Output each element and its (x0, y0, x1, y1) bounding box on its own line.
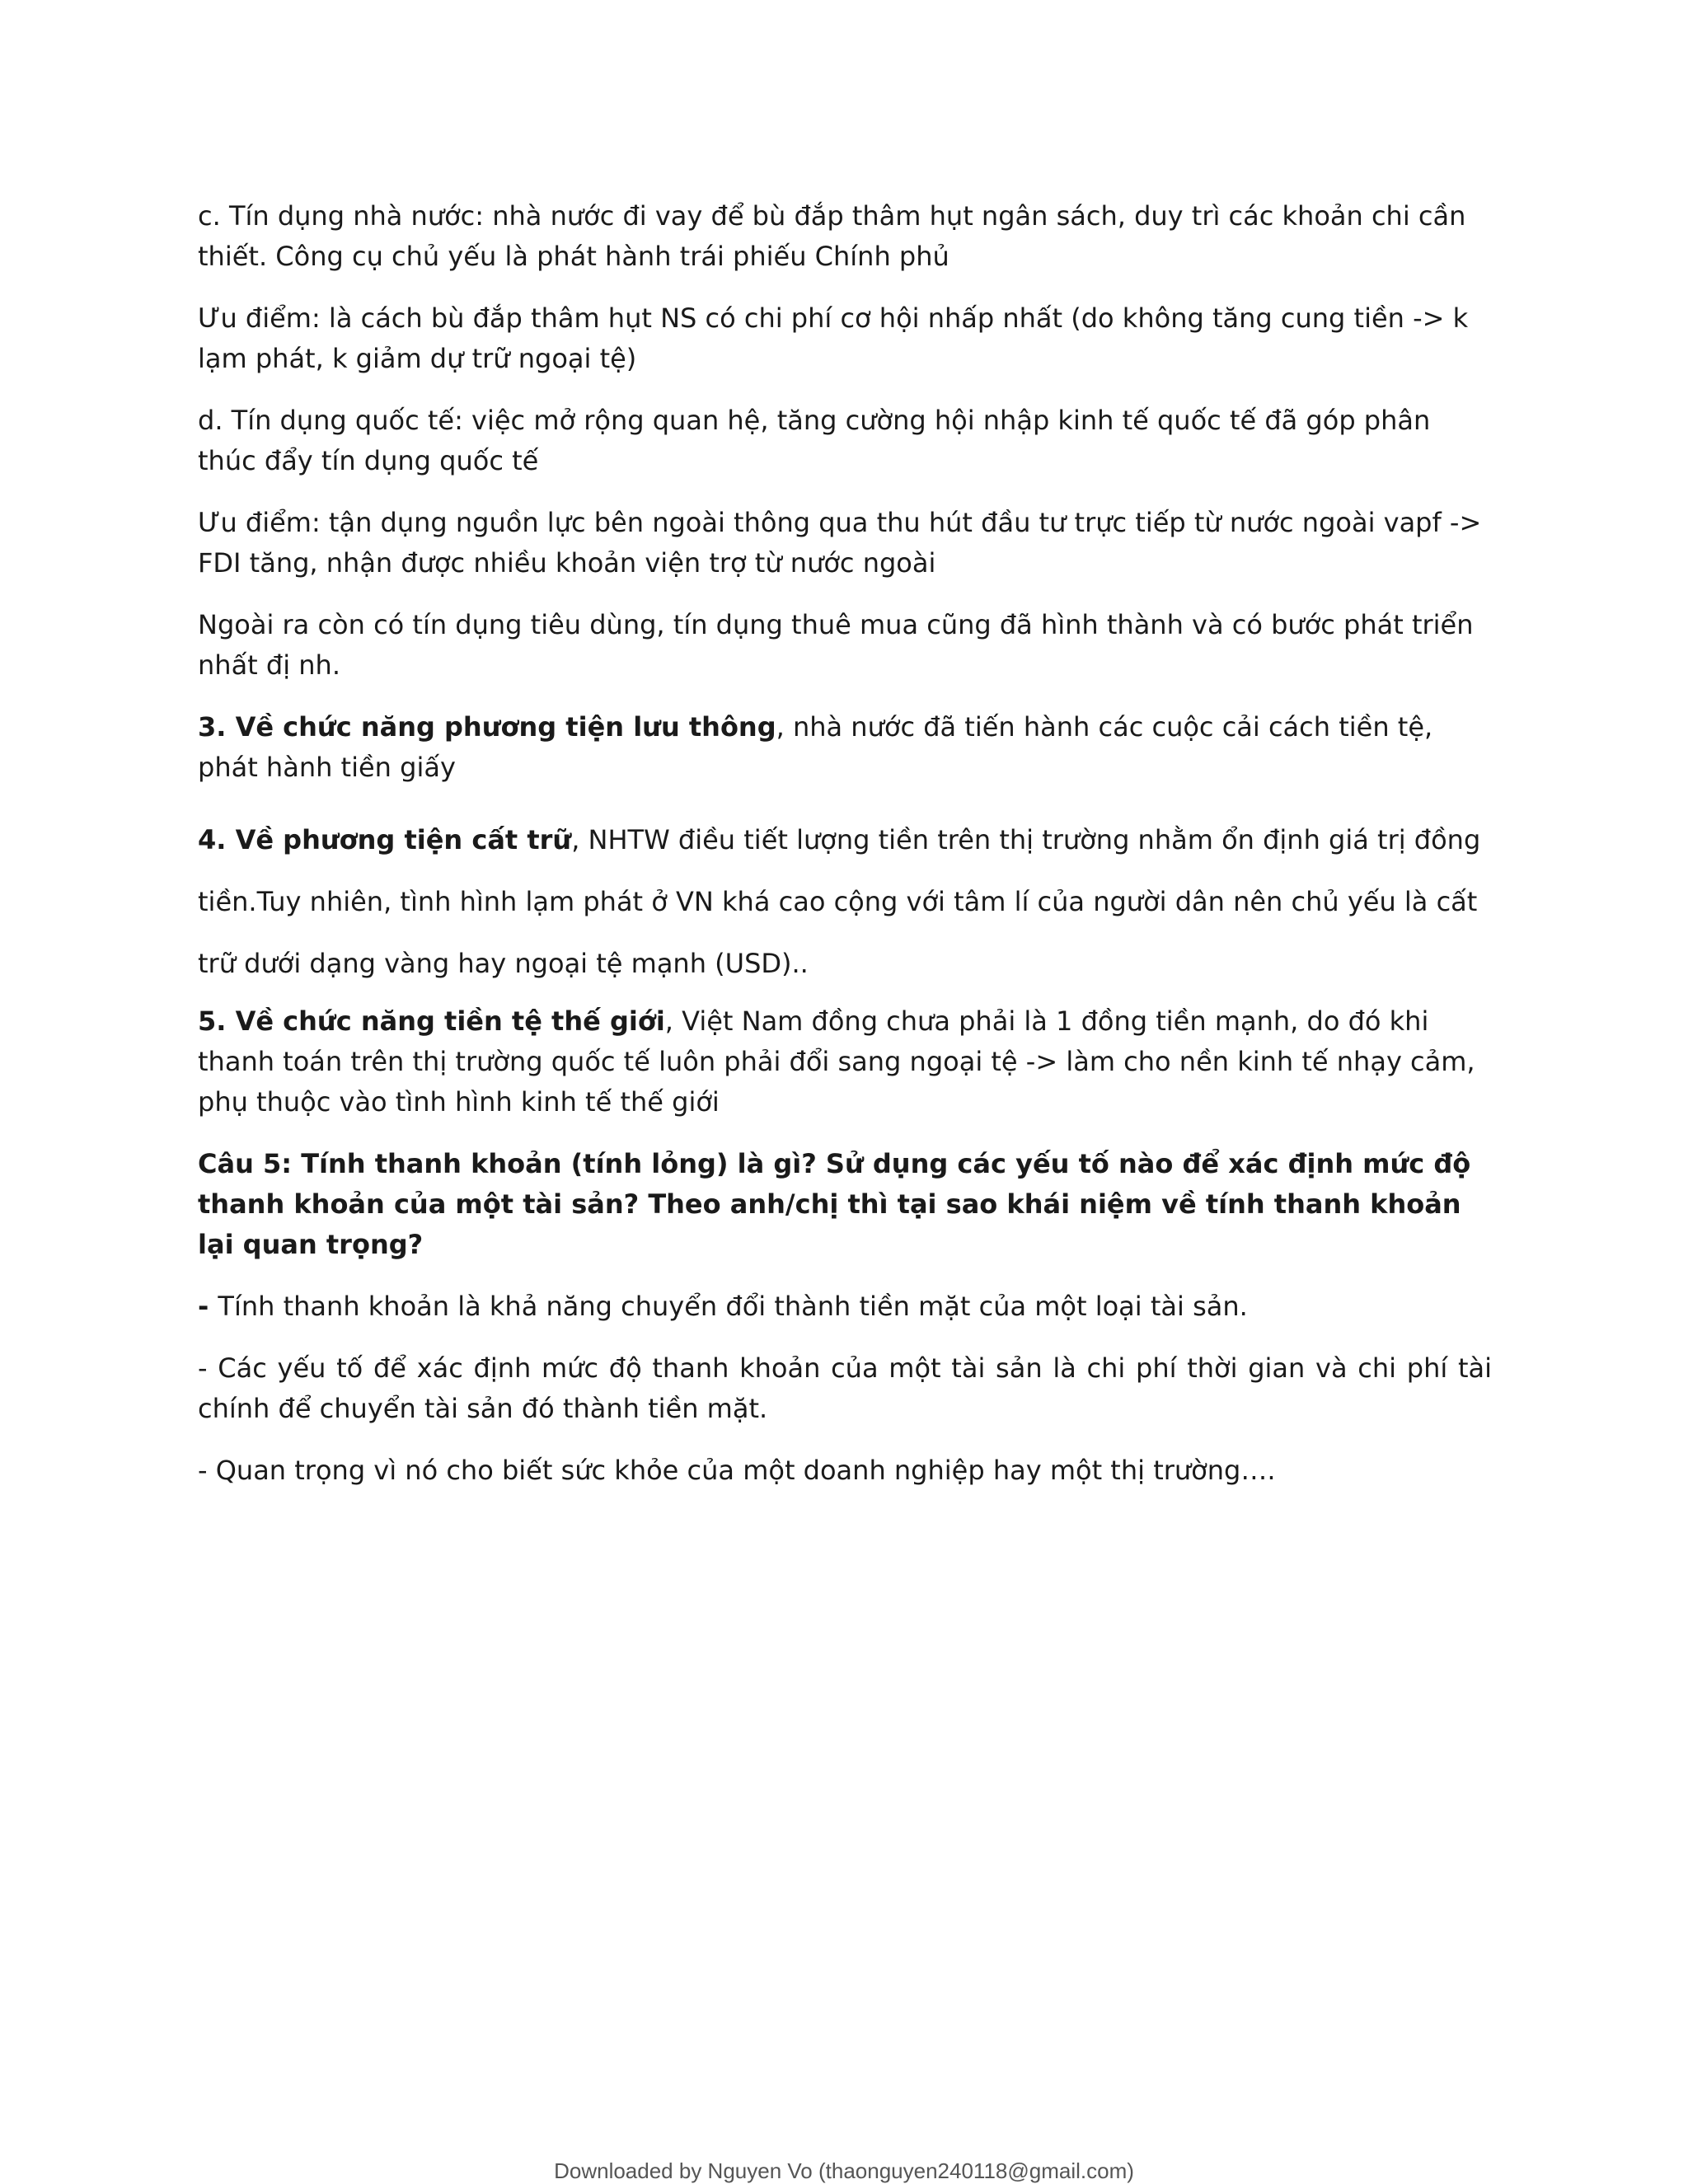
section-heading: 3. Về chức năng phương tiện lưu thông (198, 711, 776, 743)
download-footer: Downloaded by Nguyen Vo (thaonguyen240118@gmail.com) (554, 2158, 1134, 2183)
section-heading: 5. Về chức năng tiền tệ thế giới (198, 1005, 665, 1037)
paragraph-text: , Việt Nam đồng chưa phải là 1 đồng tiền mạnh, do đó khi thanh toán trên thị trường quốc tế luôn phải đổi sang ngoại tệ -> làm cho nền kinh tế nhạy cảm, phụ thuộc vào tình hình kinh tế thế giới (198, 1005, 1475, 1118)
paragraph-text: Ưu điểm: tận dụng nguồn lực bên ngoài thông qua thu hút đầu tư trực tiếp từ nước ngoài vapf -> FDI tăng, nhận được nhiều khoản viện trợ từ nước ngoài (198, 507, 1482, 579)
paragraph-circulation-function (198, 707, 1492, 788)
document-body (198, 196, 1492, 1512)
paragraph-other-credit (198, 605, 1492, 686)
section-heading: 4. Về phương tiện cất trữ (198, 824, 572, 855)
bullet-dash: - (198, 1291, 218, 1322)
question-5-heading (198, 1144, 1492, 1265)
paragraph-text: d. Tín dụng quốc tế: việc mở rộng quan hệ, tăng cường hội nhập kinh tế quốc tế đã góp phân thúc đẩy tín dụng quốc tế (198, 405, 1431, 476)
paragraph-international-credit-advantage (198, 503, 1492, 583)
answer-liquidity-importance (198, 1451, 1492, 1491)
paragraph-text: , nhà nước đã tiến hành các cuộc cải cách tiền tệ, phát hành tiền giấy (198, 711, 1433, 783)
paragraph-text: Ưu điểm: là cách bù đắp thâm hụt NS có chi phí cơ hội nhấp nhất (do không tăng cung tiền -> k lạm phát, k giảm dự trữ ngoại tệ) (198, 302, 1469, 374)
paragraph-state-credit (198, 196, 1492, 277)
question-text: Câu 5: Tính thanh khoản (tính lỏng) là gì? Sử dụng các yếu tố nào để xác định mức độ thanh khoản của một tài sản? Theo anh/chị thì tại sao khái niệm về tính thanh khoản lại quan trọng? (198, 1148, 1471, 1260)
paragraph-world-money-function (198, 1001, 1492, 1122)
paragraph-text: - Quan trọng vì nó cho biết sức khỏe của một doanh nghiệp hay một thị trường…. (198, 1455, 1276, 1486)
paragraph-text: , NHTW điều tiết lượng tiền trên thị trường nhằm ổn định giá trị đồng tiền.Tuy nhiên, tình hình lạm phát ở VN khá cao cộng với tâm lí của người dân nên chủ yếu là cất trữ dưới dạng vàng hay ngoại tệ mạnh (USD).. (198, 824, 1481, 979)
paragraph-state-credit-advantage (198, 298, 1492, 379)
paragraph-text: c. Tín dụng nhà nước: nhà nước đi vay để bù đắp thâm hụt ngân sách, duy trì các khoản chi cần thiết. Công cụ chủ yếu là phát hành trái phiếu Chính phủ (198, 200, 1466, 272)
paragraph-store-of-value (198, 809, 1492, 995)
paragraph-text: Tính thanh khoản là khả năng chuyển đổi thành tiền mặt của một loại tài sản. (218, 1291, 1248, 1322)
answer-liquidity-definition (198, 1286, 1492, 1327)
paragraph-text: Ngoài ra còn có tín dụng tiêu dùng, tín dụng thuê mua cũng đã hình thành và có bước phát triển nhất đị nh. (198, 609, 1474, 681)
answer-liquidity-factors (198, 1348, 1492, 1429)
paragraph-text: - Các yếu tố để xác định mức độ thanh khoản của một tài sản là chi phí thời gian và chi phí tài chính để chuyển tài sản đó thành tiền mặt. (198, 1352, 1492, 1424)
paragraph-international-credit (198, 401, 1492, 481)
